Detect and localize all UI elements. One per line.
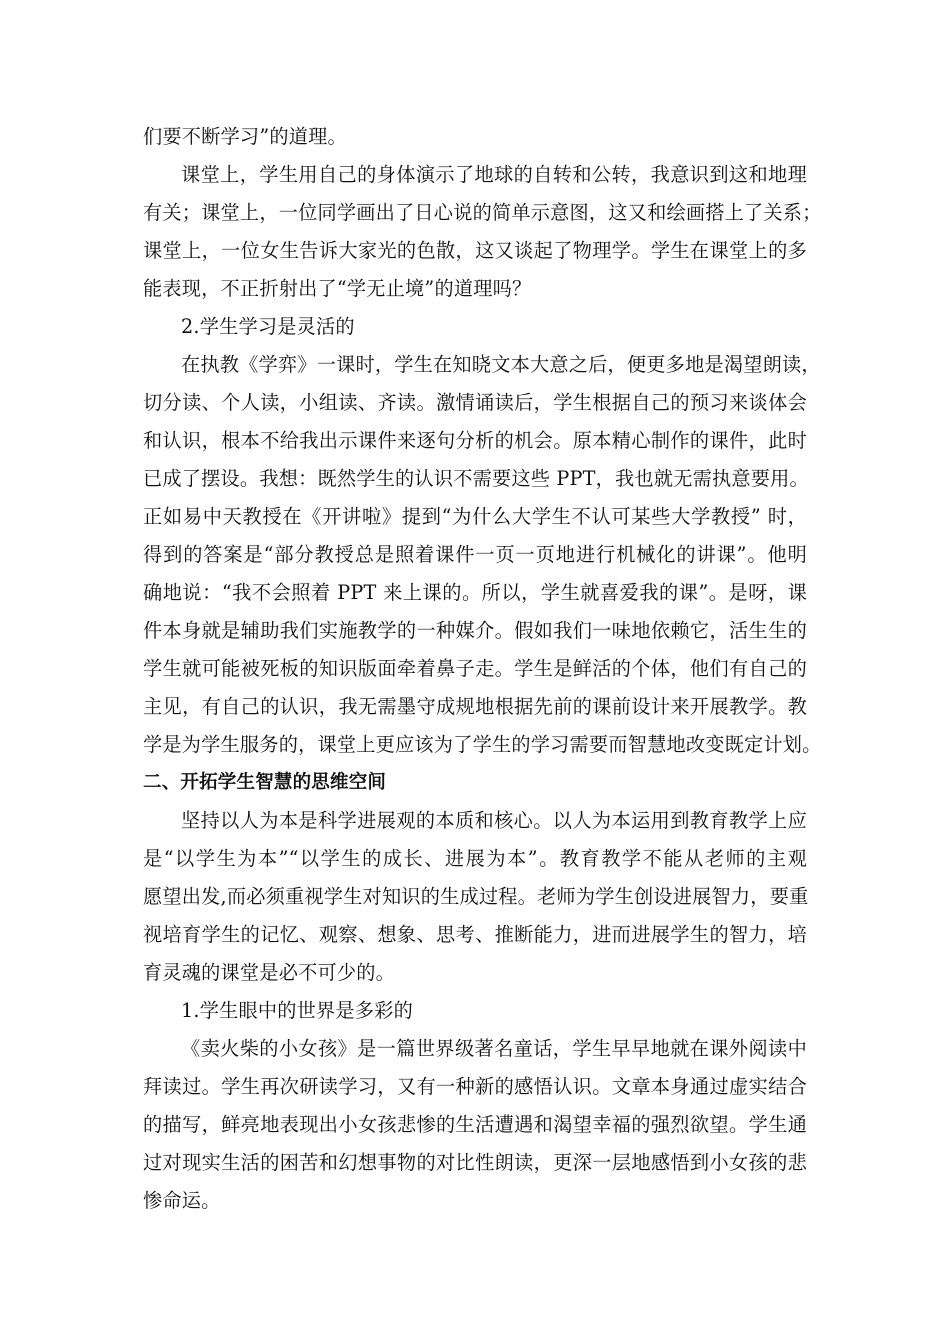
text-line: 们要不断学习”的道理。 [143,125,347,148]
text-line: 得到的答案是“部分教授总是照着课件一页一页地进行机械化的讲课”。他明 [143,543,807,566]
text-line: 能表现，不正折射出了“学无止境”的道理吗？ [143,277,532,300]
text-line: 1.学生眼中的世界是多彩的 [181,999,413,1022]
document-page [143,118,822,1220]
section-heading: 二、开拓学生智慧的思维空间 [143,772,387,793]
text-line: 的描写，鲜亮地表现出小女孩悲惨的生活遭遇和渴望幸福的强烈欲望。学生通 [143,1113,807,1136]
text-line: 愿望出发,而必须重视学生对知识的生成过程。老师为学生创设进展智力，要重 [143,885,809,908]
text-line: 切分读、个人读，小组读、齐读。激情诵读后，学生根据自己的预习来谈体会 [143,391,807,414]
text-line: 视培育学生的记忆、观察、想象、思考、推断能力，进而进展学生的智力，培 [143,923,807,946]
text-line: 有关；课堂上，一位同学画出了日心说的简单示意图，这又和绘画搭上了关系； [143,201,822,224]
text-line: 正如易中天教授在《开讲啦》提到“为什么大学生不认可某些大学教授” 时， [143,505,807,528]
text-line: 课堂上，一位女生告诉大家光的色散，这又谈起了物理学。学生在课堂上的多 [143,239,807,262]
text-line: 《卖火柴的小女孩》是一篇世界级著名童话，学生早早地就在课外阅读中 [181,1037,807,1060]
text-line: 主见，有自己的认识，我无需墨守成规地根据先前的课前设计来开展教学。教 [143,695,807,718]
text-line: 已成了摆设。我想：既然学生的认识不需要这些 PPT，我也就无需执意要用。 [143,467,809,490]
text-line: 在执教《学弈》一课时，学生在知晓文本大意之后，便更多地是渴望朗读， [181,353,821,376]
text-line: 确地说：“我不会照着 PPT 来上课的。所以，学生就喜爱我的课”。是呀，课 [143,581,807,604]
text-line: 2.学生学习是灵活的 [181,315,355,338]
text-line: 过对现实生活的困苦和幻想事物的对比性朗读，更深一层地感悟到小女孩的悲 [143,1151,807,1174]
text-line: 课堂上，学生用自己的身体演示了地球的自转和公转，我意识到这和地理 [181,163,807,186]
text-line: 育灵魂的课堂是必不可少的。 [143,961,396,984]
text-line: 学生就可能被死板的知识版面牵着鼻子走。学生是鲜活的个体，他们有自己的 [143,657,807,680]
text-line: 和认识，根本不给我出示课件来逐句分析的机会。原本精心制作的课件，此时 [143,429,807,452]
text-line: 件本身就是辅助我们实施教学的一种媒介。假如我们一味地依赖它，活生生的 [143,619,807,642]
text-line: 坚持以人为本是科学进展观的本质和核心。以人为本运用到教育教学上应 [181,809,807,832]
text-line: 是“以学生为本”“以学生的成长、进展为本”。教育教学不能从老师的主观 [143,847,807,870]
text-line: 学是为学生服务的，课堂上更应该为了学生的学习需要而智慧地改变既定计划。 [143,733,822,756]
text-line: 拜读过。学生再次研读学习，又有一种新的感悟认识。文章本身通过虚实结合 [143,1075,807,1098]
text-line: 惨命运。 [143,1189,221,1212]
